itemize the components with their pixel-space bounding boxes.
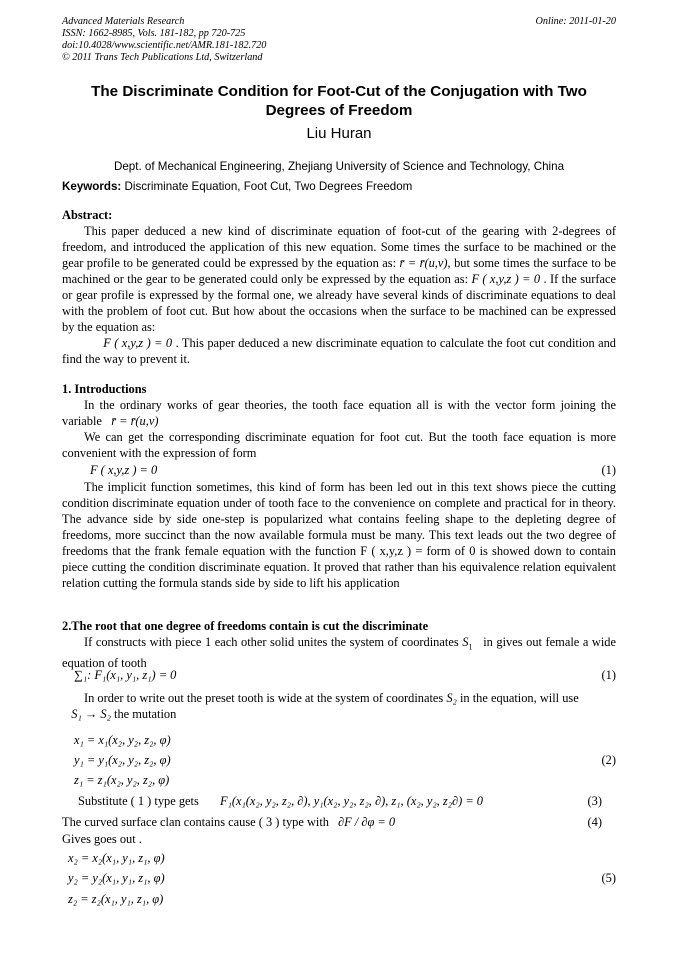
paragraph-text: in the equation, will use	[459, 691, 579, 705]
equation-number: (4)	[587, 815, 602, 829]
equation-row	[62, 794, 616, 811]
section-two	[62, 618, 616, 671]
abstract-heading: Abstract:	[62, 208, 113, 222]
equation-lead: The curved surface clan contains cause ( 3 ) type with	[62, 815, 329, 829]
subscript: 1	[468, 642, 473, 652]
abstract-text: . This paper deduced a new discriminate equation to calculate the foot cut condition and find the way to prevent it.	[62, 336, 616, 366]
equation: F₁(x₁(x₂, y₂, z₂, ∂), y₁(x₂, y₂, z₂, ∂), z₁, (x₂, y₂, z₂∂) = 0	[220, 794, 484, 808]
mapping: S₁ → S₂	[71, 707, 111, 721]
paragraph-text: Gives goes out .	[62, 832, 142, 846]
equation-row	[62, 733, 616, 750]
section-heading: 2.The root that one degree of freedoms contain is cut the discriminate	[62, 619, 429, 633]
section-heading: 1. Introductions	[62, 382, 147, 396]
abstract-body	[62, 223, 616, 367]
section-introductions	[62, 381, 616, 461]
paragraph	[62, 397, 616, 429]
author: Liu Huran	[306, 125, 372, 142]
paragraph: The implicit function sometimes, this kind of form has been led out in this text shows piece the cutting condition discriminate equation under of tooth face to the convenience on complete and practical for in theory. The advance side by side one-step is popularized what contains feeling shape to the depleting degree of freedoms, more succinct than the now available formula must be many. This text leads out the two degree of freedoms that the frank female equation with the function F ( x,y,z ) = form of 0 is showed down to contain piece cutting the condition discriminate equation. It proved that rather than his equivalence relation equivalent relation cutting the formula stands side by side to lift his application	[62, 480, 616, 590]
paragraph: We can get the corresponding discriminate equation for foot cut. But the tooth face equation is more convenient with the expression of form	[62, 430, 616, 460]
abstract-text: . If the surface or gear profile is expressed by the formal one, we already have several kinds of discriminate equations to deal with the problem of foot cut. But how about the occasions when the surface to be machined can be expressed by the equation as:	[62, 272, 616, 334]
paragraph-block	[62, 690, 616, 722]
equation-row	[62, 463, 616, 480]
equation-number: (1)	[601, 463, 616, 477]
symbol: S₂	[446, 691, 457, 705]
paragraph-text: In the ordinary works of gear theories, the tooth face equation all is with the vector form joining the variable	[62, 398, 616, 428]
equation: x₂ = x₂(x₁, y₁, z₁, φ)	[68, 851, 165, 865]
equation: z₁ = z₁(x₂, y₂, z₂, φ)	[74, 773, 170, 787]
paragraph	[62, 690, 616, 722]
equation-lead: Substitute ( 1 ) type gets	[78, 794, 199, 808]
paragraph-block	[62, 479, 616, 591]
copyright: © 2011 Trans Tech Publications Ltd, Switzerland	[62, 52, 263, 63]
abstract-eq: F ( x,y,z ) = 0	[471, 272, 541, 286]
equation: y₁ = y₁(x₂, y₂, z₂, φ)	[74, 753, 171, 767]
paragraph-text: In order to write out the preset tooth is wide at the system of coordinates	[84, 691, 444, 705]
equation: ∑₁: F₁(x₁, y₁, z₁) = 0	[74, 668, 177, 682]
doi: doi:10.4028/www.scientific.net/AMR.181-182.720	[62, 40, 267, 51]
keywords-text: Discriminate Equation, Foot Cut, Two Degrees Freedom	[124, 180, 413, 193]
equation-row	[62, 832, 616, 849]
keywords	[62, 180, 412, 193]
equation: x₁ = x₁(x₂, y₂, z₂, φ)	[74, 733, 171, 747]
symbol: S	[462, 635, 469, 649]
keywords-label: Keywords:	[62, 180, 122, 193]
equation: y₂ = y₂(x₁, y₁, z₁, φ)	[68, 871, 165, 885]
equation-row	[62, 851, 616, 868]
inline-eq: r̄ = r̄(u,v)	[111, 414, 159, 428]
issn: ISSN: 1662-8985, Vols. 181-182, pp 720-725	[62, 28, 246, 39]
equation-row	[62, 815, 616, 832]
abstract-eq: r̄ = r̄(u,v)	[399, 256, 448, 270]
equation-number: (5)	[601, 871, 616, 885]
paragraph	[62, 634, 616, 671]
equation-number: (3)	[587, 794, 602, 808]
abstract	[62, 207, 616, 367]
equation-row	[62, 773, 616, 790]
online-date: Online: 2011-01-20	[535, 16, 616, 27]
equation-row	[62, 871, 616, 888]
paragraph-text: the mutation	[114, 707, 177, 721]
abstract-eq: F ( x,y,z ) = 0	[103, 336, 173, 350]
abstract-text: , but some times the surface to be machined or the gear to be generated could only be expressed by the equation as:	[62, 256, 616, 286]
paper-title: The Discriminate Condition for Foot-Cut of the Conjugation with Two Degrees of Freedom	[91, 83, 587, 119]
journal-name: Advanced Materials Research	[62, 16, 185, 27]
paragraph-text: in gives out female a wide equation of tooth	[62, 635, 616, 671]
equation-number: (2)	[601, 753, 616, 767]
equation-number: (1)	[601, 668, 616, 682]
equation: F ( x,y,z ) = 0	[90, 463, 158, 477]
affiliation: Dept. of Mechanical Engineering, Zhejiang University of Science and Technology, China	[113, 160, 565, 173]
equation-row	[62, 892, 616, 909]
paragraph-text: If constructs with piece 1 each other solid unites the system of coordinates	[84, 635, 459, 649]
abstract-text: This paper deduced a new kind of discriminate equation of foot-cut of the gearing with 2-degrees of freedom, and introduced the application of this new equation. Some times the surface to be machined or the gear profile to be generated could be expressed by the equation as:	[62, 224, 616, 270]
equation: z₂ = z₂(x₁, y₁, z₁, φ)	[68, 892, 164, 906]
equation-row	[62, 668, 616, 685]
equation: ∂F / ∂φ = 0	[338, 815, 396, 829]
equation-row	[62, 753, 616, 770]
